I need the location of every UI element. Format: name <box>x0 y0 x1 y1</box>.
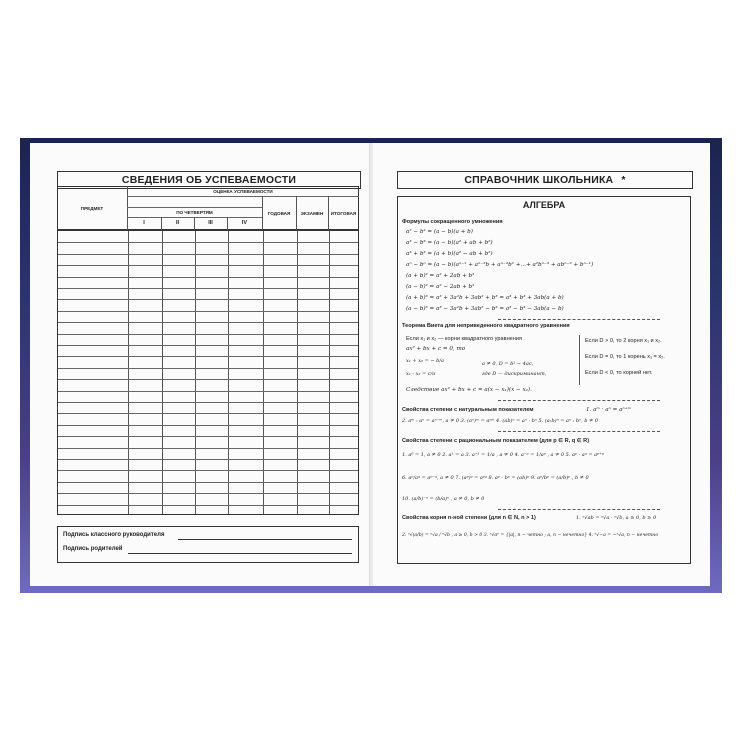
table-row-line <box>58 277 358 278</box>
table-row-line <box>58 379 358 380</box>
table-row-line <box>58 448 358 449</box>
left-page <box>30 143 370 586</box>
table-row-line <box>58 470 358 471</box>
table-row-line <box>58 265 358 266</box>
right-page <box>373 143 710 586</box>
signature-teacher-label: Подпись классного руководителя <box>63 532 165 538</box>
reference-title-box <box>397 171 693 189</box>
reference-title-mark: * <box>617 174 629 186</box>
col-quarters: ПО ЧЕТВЕРТЯМ <box>176 209 213 215</box>
table-row-line <box>58 311 358 312</box>
vieta-line: где D — дискриминант, <box>482 371 547 377</box>
formula-line: (a − b)² = a² − 2ab + b² <box>406 284 475 290</box>
table-row-line <box>58 493 358 494</box>
table-row-line <box>58 242 358 243</box>
table-row-line <box>58 482 358 483</box>
abbr-heading: Формулы сокращенного умножения <box>402 219 503 225</box>
vieta-line: Если D > 0, то 2 корня x₁ и x₂. <box>585 338 662 344</box>
col-q2: II <box>175 220 180 226</box>
divider <box>498 509 660 510</box>
grades-title: СВЕДЕНИЯ ОБ УСПЕВАЕМОСТИ <box>118 174 300 186</box>
formula-line: aⁿ − bⁿ = (a − b)(aⁿ⁻¹ + aⁿ⁻²b + aⁿ⁻³b² +…+ a²bⁿ⁻³ + abⁿ⁻² + bⁿ⁻¹) <box>406 262 594 268</box>
table-row-line <box>58 413 358 414</box>
root-line: 2. ⁿ√(a/b) = ⁿ√a / ⁿ√b , a ≥ 0, b > 0 3. ⁿ√aⁿ = {|a|, n − четно ; a, n − нечетно} 4. ⁿ√−a = −ⁿ√a, n − нечетно <box>402 533 659 538</box>
reference-box <box>397 196 691 564</box>
root-line: 1. ⁿ√ab = ⁿ√a · ⁿ√b, a ≥ 0, b ≥ 0 <box>576 515 657 521</box>
grades-header <box>57 186 359 230</box>
table-row-line <box>58 391 358 392</box>
vieta-line: Если D < 0, то корней нет. <box>585 370 653 376</box>
table-row-line <box>58 334 358 335</box>
nat-line: 2. aᵐ : aⁿ = aⁿ⁻ᵐ, a ≠ 0 3. (aⁿ)ᵐ = aⁿᵐ 4. (ab)ⁿ = aⁿ · bⁿ 5. (a:b)ⁿ = aⁿ : bⁿ, b ≠ 0 <box>402 418 599 424</box>
col-exam: ЭКЗАМЕН <box>300 210 324 216</box>
root-heading: Свойства корня n-ной степени (для n ∈ N, n > 1) <box>402 515 536 521</box>
divider <box>498 319 660 320</box>
formula-line: (a + b)² = a² + 2ab + b² <box>406 273 475 279</box>
vieta-line: Если x₁ и x₂ — корни квадратного уравнения <box>406 336 523 342</box>
divider <box>498 431 660 432</box>
vieta-line: a ≠ 0, D = b² − 4ac, <box>482 361 534 367</box>
divider <box>498 400 660 401</box>
reference-title: СПРАВОЧНИК ШКОЛЬНИКА <box>460 174 617 186</box>
signature-box <box>57 526 359 563</box>
table-row-line <box>58 356 358 357</box>
divider <box>579 335 580 385</box>
grades-table[interactable] <box>57 230 359 515</box>
table-row-line <box>58 425 358 426</box>
rat-line: 10. (a/b)⁻ⁿ = (b/a)ⁿ , a ≠ 0, b ≠ 0 <box>402 496 485 502</box>
table-row-line <box>58 288 358 289</box>
formula-line: (a + b)³ = a³ + 3a²b + 3ab² + b³ = a³ + b³ + 3ab(a + b) <box>406 295 564 301</box>
col-final: ИТОГОВАЯ <box>330 210 357 216</box>
signature-parents-line[interactable] <box>128 553 352 554</box>
col-grades: ОЦЕНКА УСПЕВАЕМОСТИ <box>213 188 273 194</box>
algebra-title: АЛГЕБРА <box>522 200 566 210</box>
rat-heading: Свойства степени с рациональным показателем (для p ∈ R, q ∈ R) <box>402 438 590 444</box>
table-row-line <box>58 505 358 506</box>
table-row-line <box>58 368 358 369</box>
vieta-heading: Теорема Виета для неприведенного квадратного уравнения <box>402 323 570 329</box>
vieta-line: Следствие ax² + bx + c = a(x − x₁)(x − x₂). <box>406 387 532 393</box>
rat-line: 1. a⁰ = 1, a ≠ 0 2. a¹ = a 3. a⁻¹ = 1/a , a ≠ 0 4. a⁻ᵖ = 1/aᵖ , a ≠ 0 5. aᵖ · aᵍ = aᵖ⁺ᵍ <box>402 452 604 458</box>
formula-line: a³ − b³ = (a − b)(a² + ab + b²) <box>406 240 493 246</box>
table-row-line <box>58 345 358 346</box>
table-row-line <box>58 402 358 403</box>
table-row-line <box>58 299 358 300</box>
formula-line: a² − b² = (a − b)(a + b) <box>406 229 473 235</box>
rat-line: 6. aᵖ/aᵍ = aᵖ⁻ᵍ, a ≠ 0 7. (aᵖ)ᵍ = aᵖᵍ 8. aᵖ · bᵖ = (ab)ᵖ 9. aᵖ/bᵖ = (a/b)ᵖ , b ≠ 0 <box>402 475 589 481</box>
formula-line: a³ + b³ = (a + b)(a² − ab + b²) <box>406 251 493 257</box>
nat-line: 1. aᵐ · aⁿ = aⁿ⁺ᵐ <box>586 407 632 413</box>
col-q4: IV <box>241 220 248 226</box>
vieta-line: Если D = 0, то 1 корень x₁ = x₂. <box>585 354 665 360</box>
col-q1: I <box>143 220 145 226</box>
vieta-line: ax² + bx + c = 0, то <box>406 346 466 352</box>
table-row-line <box>58 254 358 255</box>
table-row-line <box>58 322 358 323</box>
table-row-line <box>58 436 358 437</box>
vieta-line: x₁ + x₂ = − b/a <box>406 358 445 364</box>
signature-teacher-line[interactable] <box>178 539 352 540</box>
col-q3: III <box>208 220 213 226</box>
vieta-line: x₁ · x₂ = c/a <box>406 371 436 377</box>
formula-line: (a − b)³ = a³ − 3a²b + 3ab² − b³ = a³ − b³ − 3ab(a − b) <box>406 306 564 312</box>
col-subject: ПРЕДМЕТ <box>80 205 104 211</box>
col-annual: ГОДОВАЯ <box>267 210 291 216</box>
table-row-line <box>58 459 358 460</box>
nat-heading: Свойства степени с натуральным показателем <box>402 407 534 413</box>
signature-parents-label: Подпись родителей <box>63 546 123 552</box>
